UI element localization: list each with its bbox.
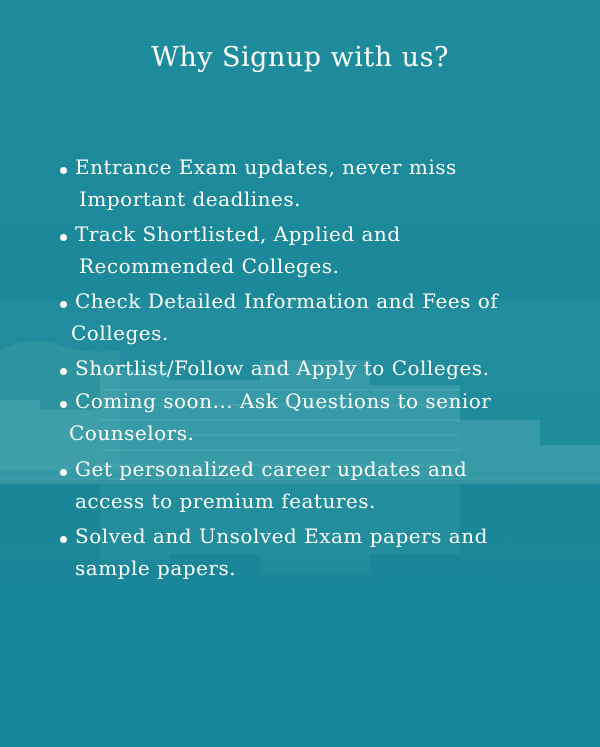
benefit-line-2: access to premium features. bbox=[75, 489, 376, 513]
bullet-icon bbox=[60, 368, 67, 375]
benefit-line-1: Track Shortlisted, Applied and bbox=[75, 222, 401, 246]
bullet-icon bbox=[60, 167, 67, 174]
benefit-line-2: sample papers. bbox=[75, 556, 237, 580]
bullet-icon bbox=[60, 536, 67, 543]
benefit-line-1: Coming soon... Ask Questions to senior bbox=[75, 389, 492, 413]
page-title: Why Signup with us? bbox=[151, 42, 449, 73]
bullet-icon bbox=[60, 301, 67, 308]
bullet-icon bbox=[60, 234, 67, 241]
benefit-line-2: Recommended Colleges. bbox=[79, 254, 340, 278]
benefit-line-2: Counselors. bbox=[69, 421, 195, 445]
benefit-line-1: Entrance Exam updates, never miss bbox=[75, 155, 457, 179]
bullet-icon bbox=[60, 469, 67, 476]
benefit-line-2: Important deadlines. bbox=[79, 187, 302, 211]
benefit-line-1: Check Detailed Information and Fees of bbox=[75, 289, 499, 313]
benefit-line-1: Shortlist/Follow and Apply to Colleges. bbox=[75, 356, 490, 380]
bullet-icon bbox=[60, 401, 67, 408]
benefit-line-2: Colleges. bbox=[71, 321, 169, 345]
benefit-line-1: Get personalized career updates and bbox=[75, 457, 468, 481]
benefit-line-1: Solved and Unsolved Exam papers and bbox=[75, 524, 488, 548]
